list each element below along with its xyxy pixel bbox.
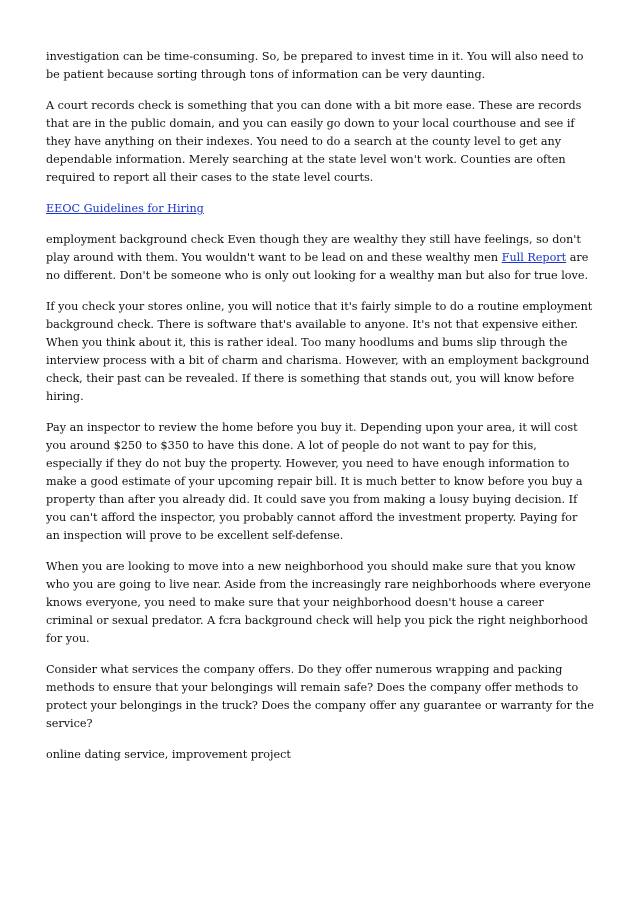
full-report-link[interactable]: Full Report xyxy=(501,251,567,264)
paragraph-eeoc-link xyxy=(46,200,594,218)
paragraph-inspector: Pay an inspector to review the home before you buy it. Depending upon your area, it will cost you around $250 to $350 to have this done. A lot of people do not want to pay for this, especially if they do not buy the property. However, you need to have enough information to make a good estimate of your upcoming repair bill. It is much better to know before you buy a property than after you already did. It could save you from making a lousy buying decision. If you can't afford the inspector, you probably cannot afford the investment property. Paying for an inspection will prove to be excellent self-defense. xyxy=(46,421,583,542)
paragraph-wealthy xyxy=(46,231,594,285)
paragraph-court-records: A court records check is something that you can done with a bit more ease. These are records that are in the public domain, and you can easily go down to your local courthouse and see if they have anything on their indexes. You need to do a search at the county level to get any dependable information. Merely searching at the state level won't work. Counties are often required to report all their cases to the state level courts. xyxy=(46,99,582,184)
paragraph-investigation: investigation can be time-consuming. So, be prepared to invest time in it. You will also need to be patient because sorting through tons of information can be very daunting. xyxy=(46,50,584,81)
paragraph-company-services: Consider what services the company offers. Do they offer numerous wrapping and packing methods to ensure that your belongings will remain safe? Does the company offer methods to protect your belongings in the truck? Does the company offer any guarantee or warranty for the service? xyxy=(46,663,594,730)
paragraph-tags: online dating service, improvement project xyxy=(46,748,291,761)
document-page xyxy=(46,48,594,777)
paragraph-wealthy-text-end: are no different. Don't be someone who is only out looking for a wealthy man but also for true love. xyxy=(46,251,589,282)
eeoc-guidelines-link[interactable]: EEOC Guidelines for Hiring xyxy=(46,202,204,215)
paragraph-wealthy-text-start: employment background check Even though they are wealthy they still have feelings, so don't play around with them. You wouldn't want to be lead on and these wealthy men xyxy=(46,233,581,264)
paragraph-neighborhood: When you are looking to move into a new neighborhood you should make sure that you know who you are going to live near. Aside from the increasingly rare neighborhoods where everyone knows everyone, you need to make sure that your neighborhood doesn't house a career criminal or sexual predator. A fcra background check will help you pick the right neighborhood for you. xyxy=(46,560,591,645)
paragraph-stores-online: If you check your stores online, you will notice that it's fairly simple to do a routine employment background check. There is software that's available to anyone. It's not that expensive either. When you think about it, this is rather ideal. Too many hoodlums and bums slip through the interview process with a bit of charm and charisma. However, with an employment background check, their past can be revealed. If there is something that stands out, you will know before hiring. xyxy=(46,300,593,403)
